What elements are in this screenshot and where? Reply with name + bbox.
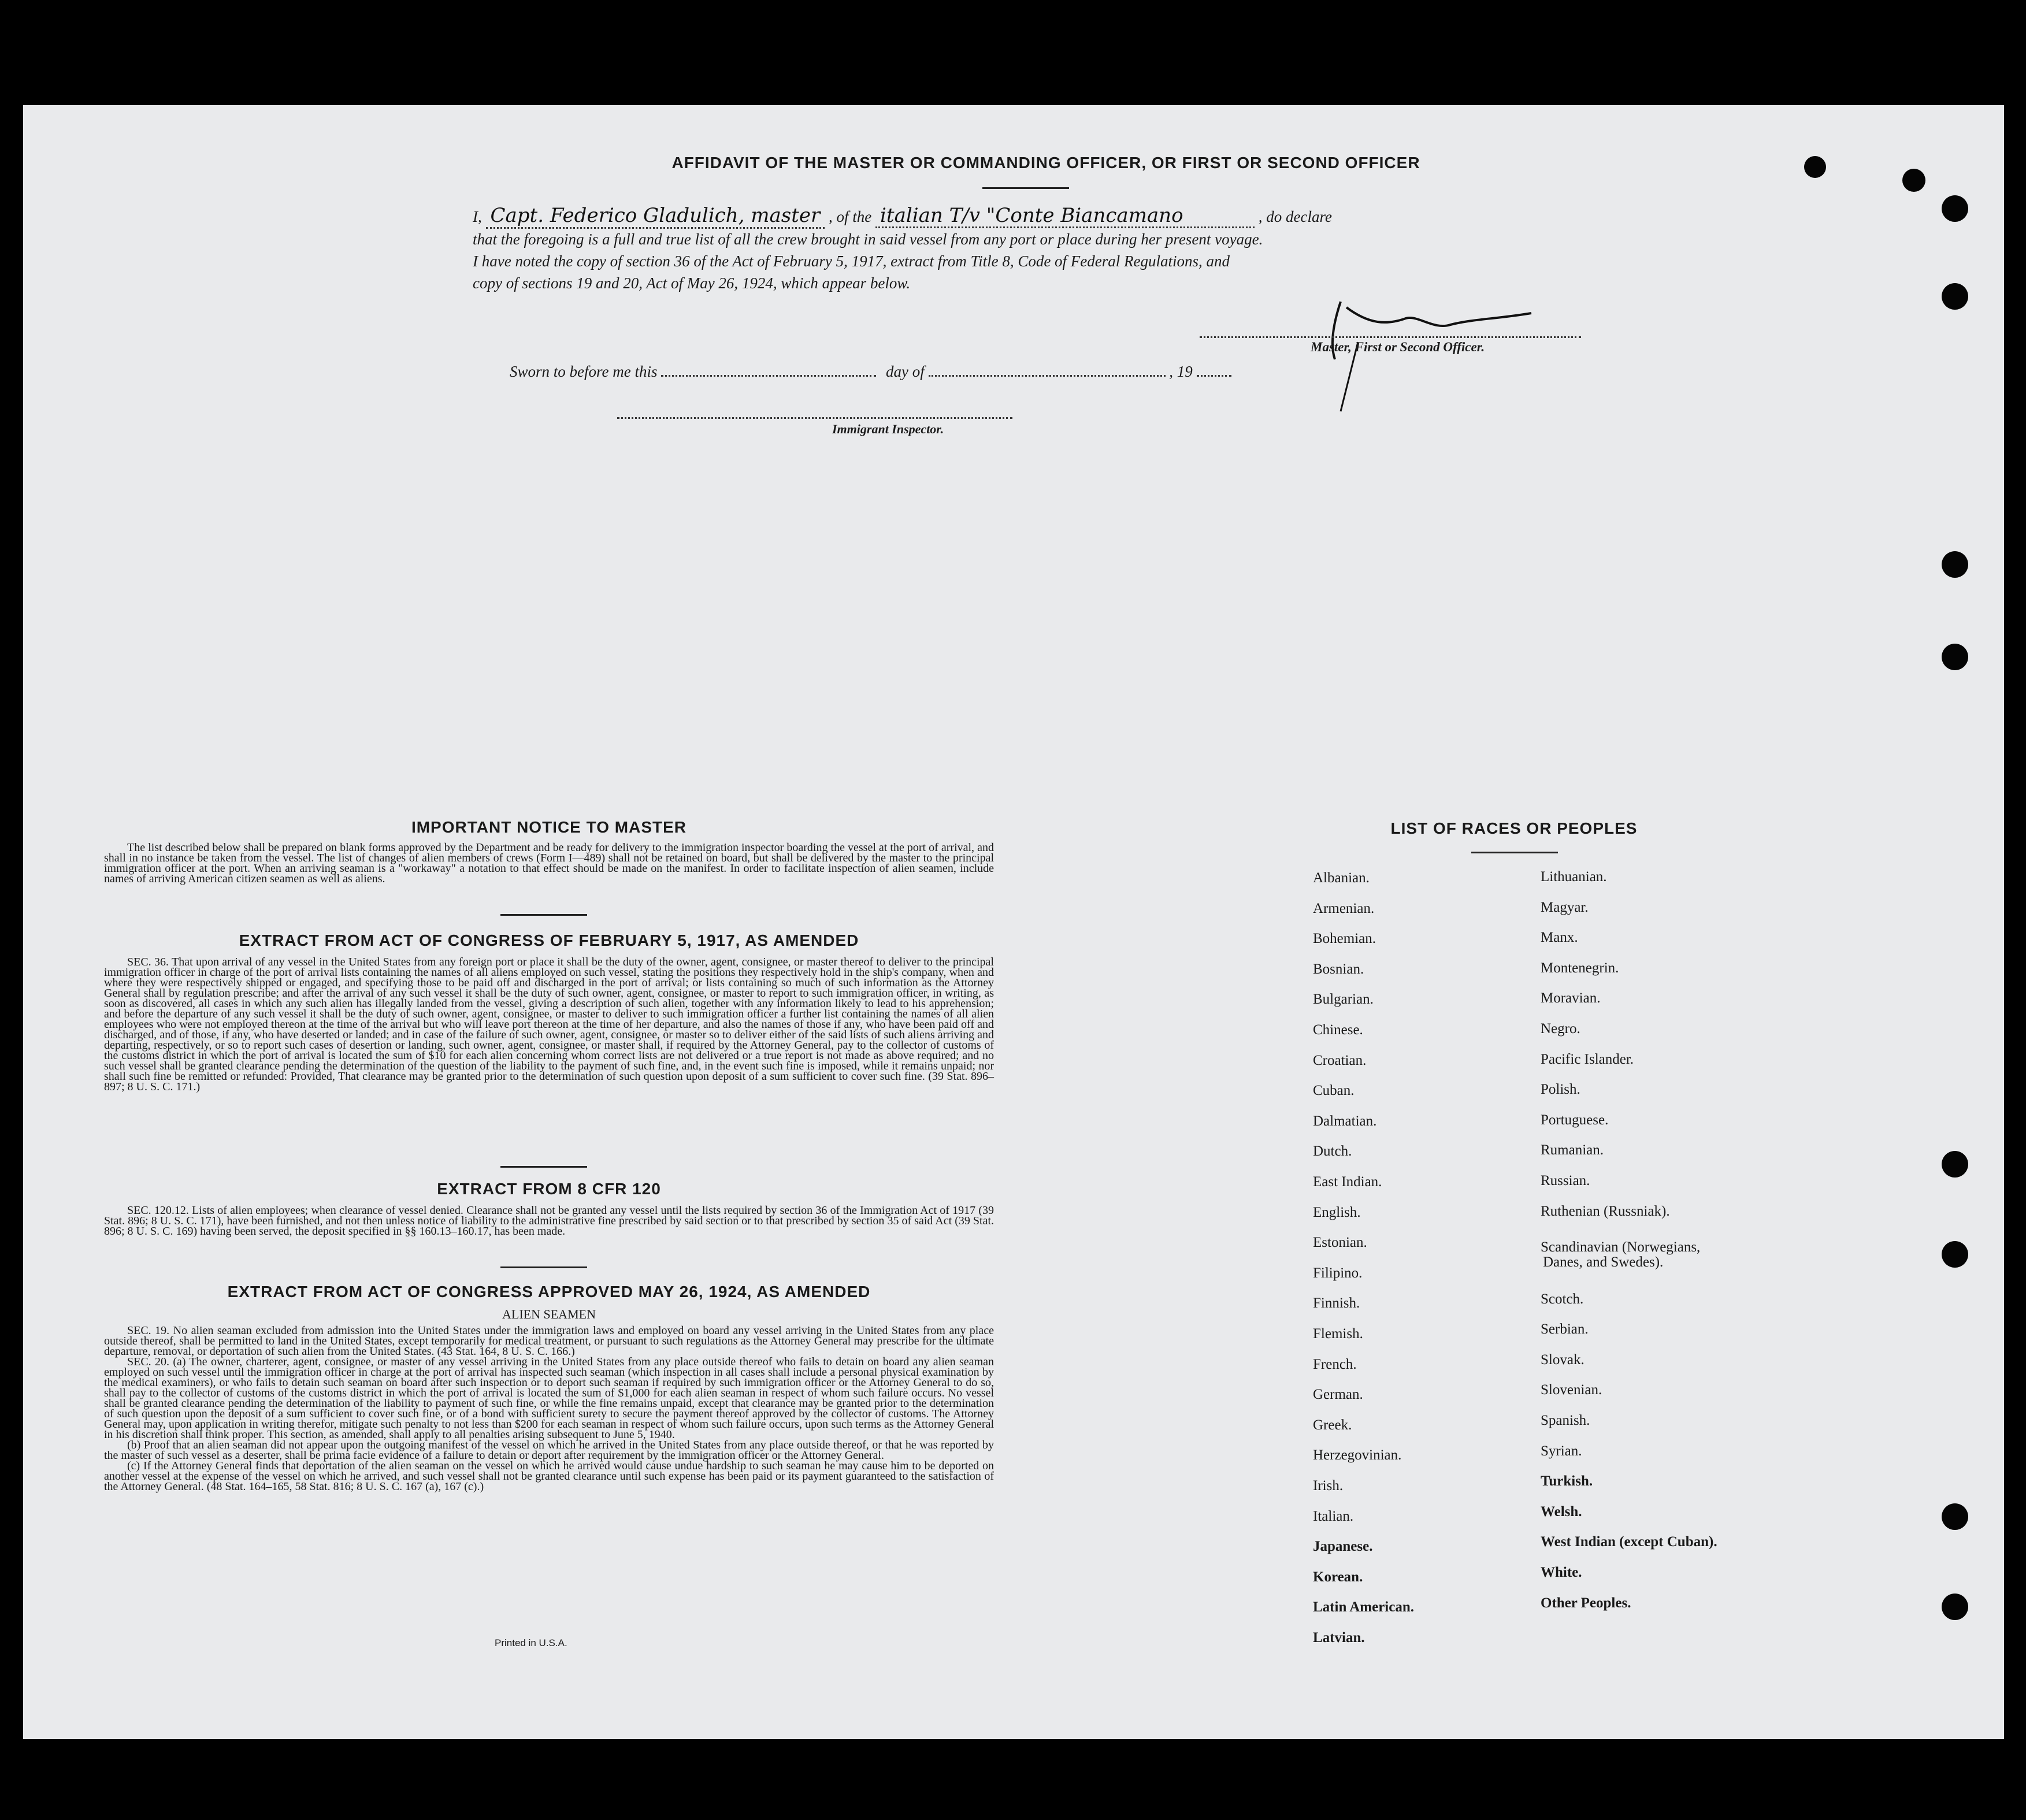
race-item: French. xyxy=(1313,1356,1357,1372)
race-item: Welsh. xyxy=(1541,1503,1582,1520)
race-item: Bulgarian. xyxy=(1313,991,1374,1008)
race-item: Lithuanian. xyxy=(1541,869,1607,885)
extract-1924-title: EXTRACT FROM ACT OF CONGRESS APPROVED MAY 26, 1924, AS AMENDED xyxy=(227,1283,871,1301)
race-item: German. xyxy=(1313,1387,1363,1403)
race-item: Dalmatian. xyxy=(1313,1113,1377,1129)
affidavit-declaration: I, Capt. Federico Gladulich, master , of the italian T/v "Conte Biancamano , do declare that the foregoing is a full and true list of all the crew brought in said vessel from any port or place during her present voyage. I have noted the copy of section 36 of the Act of February 5, 1917, extract from Title 8, Code of Federal Regulations, and copy of sections 19 and 20, Act of May 26, 1924, which appear below. xyxy=(473,205,1588,294)
race-item: Herzegovinian. xyxy=(1313,1447,1402,1464)
affidavit-line-2: that the foregoing is a full and true list of all the crew brought in said vessel from any port or place during her present voyage. xyxy=(473,231,1263,248)
race-item: Magyar. xyxy=(1541,899,1589,915)
punch-hole xyxy=(1902,169,1925,192)
race-item: Slovak. xyxy=(1541,1351,1585,1368)
section-20b: (b) Proof that an alien seaman did not appear upon the outgoing manifest of the vessel on which he arrived in the United States from any place outside thereof, or that he was reported by the master of such vessel as a deserter, shall be prima facie evidence of a failure to detain or deport after requirement by the immigration officer or the Attorney General. xyxy=(104,1439,994,1462)
section-divider xyxy=(500,1166,587,1168)
punch-hole xyxy=(1942,1594,1968,1620)
inspector-signature-line xyxy=(617,417,1012,419)
race-item: Filipino. xyxy=(1313,1265,1363,1281)
extract-1924-subtitle: ALIEN SEAMEN xyxy=(502,1307,596,1321)
race-item: Polish. xyxy=(1541,1082,1580,1098)
extract-1917-title: EXTRACT FROM ACT OF CONGRESS OF FEBRUARY 5, 1917, AS AMENDED xyxy=(239,931,859,949)
affidavit-line-4: copy of sections 19 and 20, Act of May 26, 1924, which appear below. xyxy=(473,274,911,292)
punch-hole xyxy=(1942,644,1968,670)
punch-hole xyxy=(1942,283,1968,310)
sworn-line: Sworn to before me this day of , 19 xyxy=(510,363,1231,381)
races-title: LIST OF RACES OR PEOPLES xyxy=(1390,819,1638,837)
race-item: White. xyxy=(1541,1565,1582,1580)
title-divider xyxy=(982,187,1069,189)
punch-hole xyxy=(1942,551,1968,578)
document-sheet xyxy=(23,105,2004,1739)
race-item: Cuban. xyxy=(1313,1083,1355,1099)
race-item: Scotch. xyxy=(1541,1291,1584,1307)
section-20a: SEC. 20. (a) The owner, charterer, agent, consignee, or master of any vessel arriving in the United States from any place outside thereof who fails to detain on board any alien seaman employed on such vessel until the immigration officer in charge at the port of arrival has inspected such seaman (which inspection in all cases shall include a personal physical examination by the medical examiners), or who fails to detain such seaman on board after such inspection or to deport such seaman if required by such immigration officer or the Attorney General to do so, shall pay to the collector of customs of the customs district in which the port of arrival is located the sum of $1,000 for each alien seaman in respect of whom such failure occurs. No vessel shall be granted clearance pending the determination of the liability to payment of such fine, or while the fine remains unpaid, except that clearance may be granted prior to the determination of such question upon the deposit of a sum sufficient to cover such fine, or of a bond with sufficient surety to secure the payment thereof approved by the collector of customs. The Attorney General may, upon application in writing therefor, mitigate such penalty to not less than $200 for each seaman in respect of whom such failure occurs, upon such terms as the Attorney General in his discretion shall think proper. This section, as amended, shall apply to all penalties arising subsequent to June 5, 1940. xyxy=(104,1355,994,1441)
race-item: Turkish. xyxy=(1541,1473,1593,1490)
race-item: West Indian (except Cuban). xyxy=(1541,1534,1717,1550)
section-20c: (c) If the Attorney General finds that deportation of the alien seaman on the vessel on which he arrived would cause undue hardship to such seaman he may cause him to be deported on another vessel at the expense of the vessel on which he arrived, and such vessel shall not be granted clearance until such expense has been paid or its payment guaranteed to the satisfaction of the Attorney General. (48 Stat. 164–165, 58 Stat. 816; 8 U. S. C. 167 (a), 167 (c).) xyxy=(104,1459,994,1493)
printed-in-usa: Printed in U.S.A. xyxy=(495,1637,567,1648)
extract-cfr-body: SEC. 120.12. Lists of alien employees; when clearance of vessel denied. Clearance shall not be granted any vessel until the lists required by section 36 of the Immigration Act of 1917 (39 Stat. 896; 8 U. S. C. 171), have been furnished, and not then unless notice of liability to the administrative fine prescribed by said section or to that prescribed by section 35 of said Act (39 Stat. 896; 8 U. S. C. 169) having been served, the deposit specified in §§ 160.13–160.17, has been made. xyxy=(104,1204,994,1238)
races-divider xyxy=(1471,852,1558,853)
race-item: Croatian. xyxy=(1313,1052,1367,1068)
race-item: Scandinavian (Norwegians, xyxy=(1541,1239,1701,1255)
race-item: Danes, and Swedes). xyxy=(1543,1254,1664,1270)
punch-hole xyxy=(1804,156,1826,178)
race-item: Chinese. xyxy=(1313,1022,1363,1038)
race-item: Rumanian. xyxy=(1541,1142,1604,1158)
race-item: Manx. xyxy=(1541,930,1578,946)
race-item: Japanese. xyxy=(1313,1539,1373,1555)
race-item: Italian. xyxy=(1313,1508,1354,1524)
affidavit-line-3: I have noted the copy of section 36 of the Act of February 5, 1917, extract from Title 8, Code of Federal Regulations, and xyxy=(473,252,1230,270)
race-item: East Indian. xyxy=(1313,1174,1382,1190)
race-item: Portuguese. xyxy=(1541,1112,1609,1128)
section-divider xyxy=(500,1266,587,1268)
race-item: Negro. xyxy=(1541,1021,1580,1037)
race-item: Albanian. xyxy=(1313,870,1370,886)
race-item: Spanish. xyxy=(1541,1413,1590,1428)
race-item: Latvian. xyxy=(1313,1630,1365,1646)
race-item: Serbian. xyxy=(1541,1321,1589,1338)
punch-hole xyxy=(1942,1151,1968,1178)
extract-1924-body xyxy=(104,1325,994,1492)
race-item: Latin American. xyxy=(1313,1599,1414,1615)
race-item: Pacific Islander. xyxy=(1541,1051,1634,1067)
race-item: Bohemian. xyxy=(1313,931,1376,947)
race-item: Moravian. xyxy=(1541,990,1601,1006)
punch-hole xyxy=(1942,1503,1968,1530)
race-item: Greek. xyxy=(1313,1417,1352,1433)
race-item: Slovenian. xyxy=(1541,1382,1602,1398)
race-item: Montenegrin. xyxy=(1541,960,1619,976)
race-item: Bosnian. xyxy=(1313,961,1364,977)
race-item: Irish. xyxy=(1313,1478,1344,1494)
signature-label: Master, First or Second Officer. xyxy=(1311,340,1485,354)
inspector-label: Immigrant Inspector. xyxy=(832,422,944,436)
section-divider xyxy=(500,914,587,916)
race-item: Ruthenian (Russniak). xyxy=(1541,1203,1670,1219)
section-19: SEC. 19. No alien seaman excluded from admission into the United States under the immigration laws and employed on board any vessel arriving in the United States from any place outside thereof, shall be permitted to land in the United States, except temporarily for medical treatment, or pursuant to such regulations as the Attorney General may prescribe for the ultimate departure, removal, or deportation of such alien from the United States. (43 Stat. 164, 8 U. S. C. 166.) xyxy=(104,1324,994,1358)
race-item: Flemish. xyxy=(1313,1326,1363,1342)
race-item: English. xyxy=(1313,1204,1361,1220)
race-item: Other Peoples. xyxy=(1541,1595,1631,1611)
master-name-field: Capt. Federico Gladulich, master xyxy=(486,204,825,229)
notice-title: IMPORTANT NOTICE TO MASTER xyxy=(411,818,687,836)
punch-hole xyxy=(1942,195,1968,222)
race-item: Korean. xyxy=(1313,1569,1363,1585)
vessel-name-field: italian T/v "Conte Biancamano xyxy=(875,205,1255,228)
race-item: Finnish. xyxy=(1313,1295,1360,1312)
race-item: Armenian. xyxy=(1313,900,1375,916)
extract-cfr-title: EXTRACT FROM 8 CFR 120 xyxy=(437,1180,661,1198)
race-item: Syrian. xyxy=(1541,1443,1582,1459)
race-item: Dutch. xyxy=(1313,1143,1352,1160)
notice-body: The list described below shall be prepared on blank forms approved by the Department and be ready for delivery to the immigration inspector boarding the vessel at the port of arrival, and shall in no instance be taken from the vessel. The list of changes of alien members of crews (Form I—489) shall not be retained on board, but shall be delivered by the master to the principal immigration officer at the port. When an arriving seaman is a "workaway" a notation to that effect should be made on the manifest. In order to facilitate inspection of alien seamen, include names of arriving American citizen seamen as well as aliens. xyxy=(104,841,994,885)
race-item: Estonian. xyxy=(1313,1235,1367,1251)
punch-hole xyxy=(1942,1241,1968,1268)
race-item: Russian. xyxy=(1541,1173,1590,1188)
extract-1917-body: SEC. 36. That upon arrival of any vessel in the United States from any foreign port or place it shall be the duty of the owner, agent, consignee, or master thereof to deliver to the principal immigration officer in charge of the port of arrival lists containing the names of all aliens employed on such vessel, stating the positions they respectively hold in the ship's company, when and where they were respectively shipped or engaged, and specifying those to be paid off and discharged in the port of arrival; or lists containing so much of such information as the Attorney General shall by regulation prescribe; and after the arrival of any such vessel it shall be the duty of such owner, agent, consignee, or master to report to such immigration officer, in writing, as soon as discovered, all cases in which any such alien has illegally landed from the vessel, giving a description of such alien, together with any information likely to lead to his apprehension; and before the departure of any such vessel it shall be the duty of such owner, agent, consignee, or master to deliver to such immigration officer a further list containing the names of all alien employees who were not employed thereon at the time of the arrival but who will leave port thereon at the time of her departure, and also the names of those if any, who have been paid off and discharged, and of those, if any, who have deserted or landed; and in case of the failure of such owner, agent, consignee, or master so to deliver either of the said lists of such aliens arriving and departing, respectively, or so to report such cases of desertion or landing, such owner, agent, consignee, or master shall, if required by the Attorney General, pay to the collector of customs of the customs district in which the port of arrival is located the sum of $10 for each alien concerning whom correct lists are not delivered or a true report is not made as above required; and no such vessel shall be granted clearance pending the determination of the question of the liability to the payment of such fine, and, in the event such fine is imposed, while it remains unpaid; nor shall such fine be remitted or refunded: Provided, That clearance may be granted prior to the determination of such question upon deposit of a sum sufficient to cover such fine. (39 Stat. 896–897; 8 U. S. C. 171.) xyxy=(104,956,994,1093)
signature-line xyxy=(1200,336,1581,338)
affidavit-title: AFFIDAVIT OF THE MASTER OR COMMANDING OFFICER, OR FIRST OR SECOND OFFICER xyxy=(671,154,1420,172)
